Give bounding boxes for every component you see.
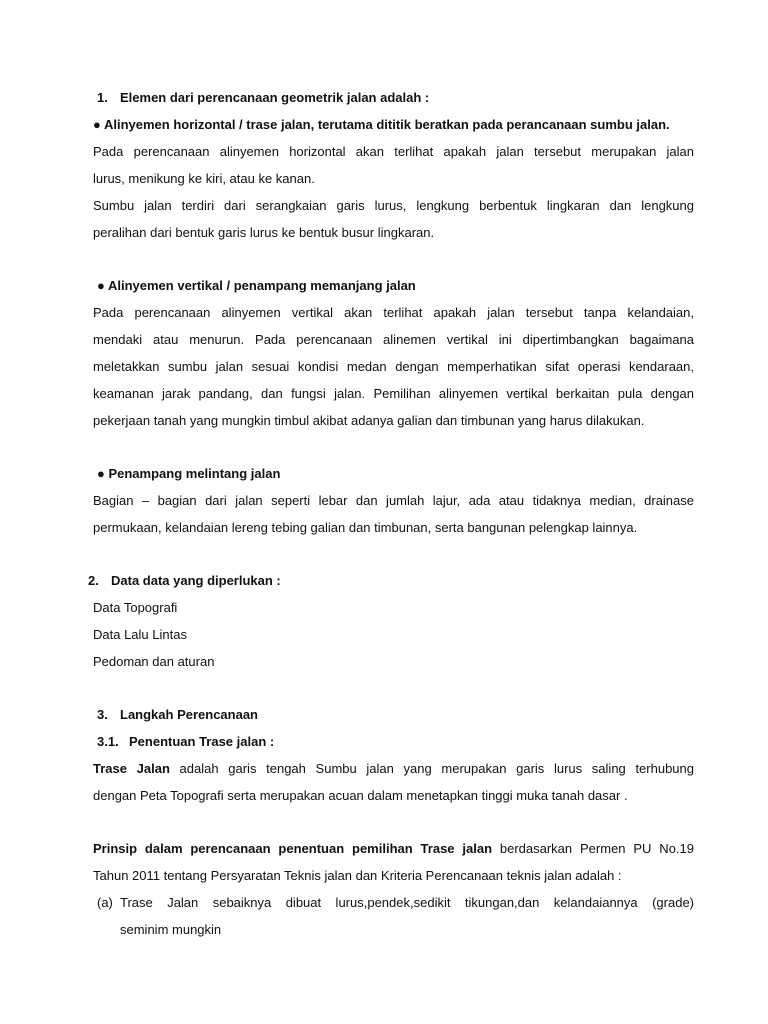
paragraph-line: peralihan dari bentuk garis lurus ke bentuk busur lingkaran.	[93, 225, 435, 240]
vertical-alignment-title: ● Alinyemen vertikal / penampang memanjang jalan	[97, 278, 416, 293]
section-2-title: Data data yang diperlukan :	[111, 573, 281, 588]
trase-definition-text: adalah garis tengah Sumbu jalan yang merupakan garis lurus saling terhubung	[169, 761, 694, 776]
horizontal-alignment-title: ● Alinyemen horizontal / trase jalan, terutama dititik beratkan pada perancanaan sumbu jalan.	[93, 117, 670, 132]
paragraph-line: dengan Peta Topografi serta merupakan acuan dalam menetapkan tinggi muka tanah dasar .	[93, 788, 628, 803]
subsection-3-1-heading	[97, 733, 698, 751]
prinsip-text: berdasarkan Permen PU No.19	[492, 841, 694, 856]
section-2-number: 2.	[88, 573, 99, 588]
list-item: Data Topografi	[93, 600, 178, 615]
list-item: Data Lalu Lintas	[93, 627, 187, 642]
paragraph-line: Tahun 2011 tentang Persyaratan Teknis jalan dan Kriteria Perencanaan teknis jalan adalah :	[93, 868, 622, 883]
paragraph-line: keamanan jarak pandang, dan fungsi jalan. Pemilihan alinyemen vertikal berkaitan pula dengan	[93, 386, 694, 401]
trase-definition-line	[93, 760, 694, 778]
section-3-title: Langkah Perencanaan	[120, 707, 258, 722]
item-a-label: (a)	[97, 895, 113, 910]
subsection-3-1-number: 3.1.	[97, 734, 119, 749]
section-2-heading	[88, 572, 689, 590]
list-item: Pedoman dan aturan	[93, 654, 215, 669]
trase-term: Trase Jalan	[93, 761, 170, 776]
prinsip-line	[93, 840, 694, 858]
paragraph-line: lurus, menikung ke kiri, atau ke kanan.	[93, 171, 315, 186]
subsection-3-1-title: Penentuan Trase jalan :	[129, 734, 275, 749]
paragraph-line: mendaki atau menurun. Pada perencanaan alinemen vertikal ini dipertimbangkan bagaimana	[93, 332, 694, 347]
paragraph-line: Bagian – bagian dari jalan seperti lebar dan jumlah lajur, ada atau tidaknya median, drainase	[93, 493, 694, 508]
section-1-heading	[97, 89, 698, 107]
cross-section-title: ● Penampang melintang jalan	[97, 466, 281, 481]
section-1-title: Elemen dari perencanaan geometrik jalan adalah :	[120, 90, 430, 105]
paragraph-line: pekerjaan tanah yang mungkin timbul akibat adanya galian dan timbunan yang harus dilakukan.	[93, 413, 645, 428]
paragraph-line: permukaan, kelandaian lereng tebing galian dan timbunan, serta bangunan pelengkap lainnya.	[93, 520, 638, 535]
paragraph-line: Pada perencanaan alinyemen horizontal akan terlihat apakah jalan tersebut merupakan jalan	[93, 144, 694, 159]
section-1-number: 1.	[97, 90, 108, 105]
item-a-text-continued: seminim mungkin	[120, 922, 222, 937]
prinsip-term: Prinsip dalam perencanaan penentuan pemilihan Trase jalan	[93, 841, 493, 856]
section-3-heading	[97, 706, 698, 724]
paragraph-line: meletakkan sumbu jalan sesuai kondisi medan dengan memperhatikan sifat operasi kendaraan,	[93, 359, 694, 374]
paragraph-line: Sumbu jalan terdiri dari serangkaian garis lurus, lengkung berbentuk lingkaran dan lengkung	[93, 198, 694, 213]
item-a-text: Trase Jalan sebaiknya dibuat lurus,pendek,sedikit tikungan,dan kelandaiannya (grade)	[120, 895, 694, 910]
section-3-number: 3.	[97, 707, 108, 722]
paragraph-line: Pada perencanaan alinyemen vertikal akan terlihat apakah jalan tersebut tanpa kelandaian,	[93, 305, 694, 320]
